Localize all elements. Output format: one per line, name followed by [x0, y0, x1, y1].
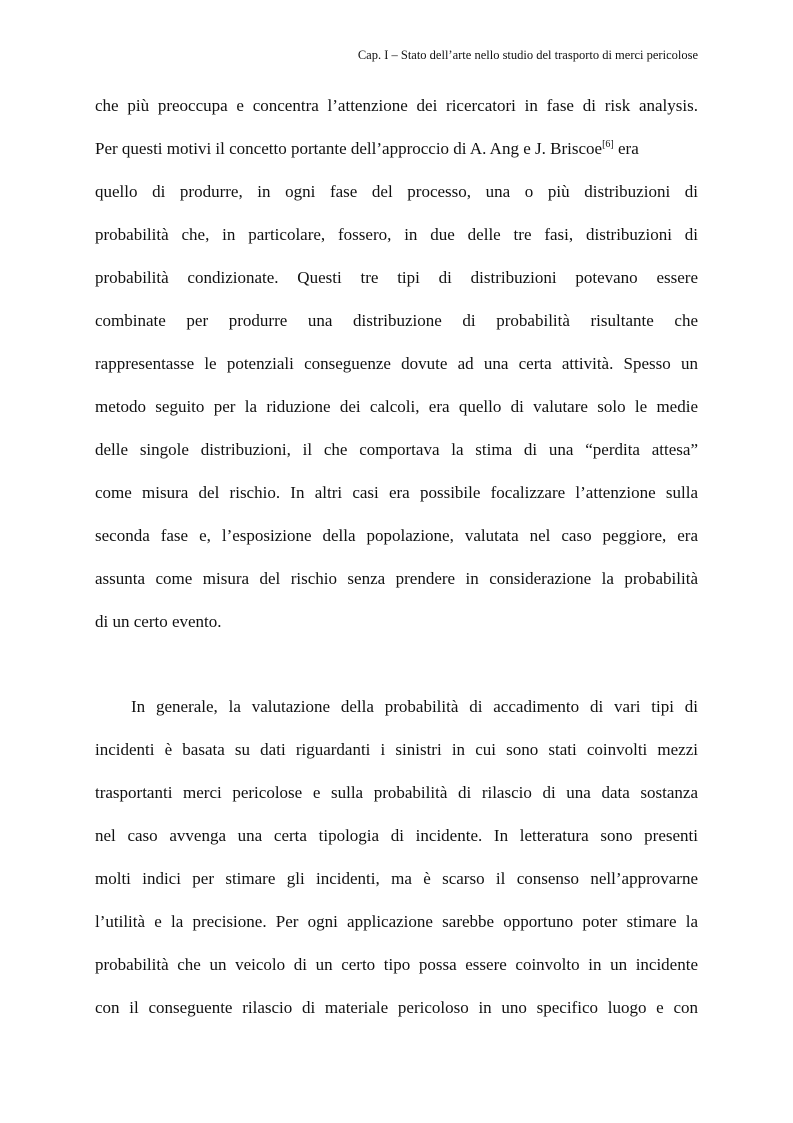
- text-line: probabilità condizionate. Questi tre tipi di distribuzioni potevano essere: [95, 268, 698, 287]
- text-line: incidenti è basata su dati riguardanti i sinistri in cui sono stati coinvolti mezzi: [95, 740, 698, 759]
- text-line: con il conseguente rilascio di materiale pericoloso in uno specifico luogo e con: [95, 998, 698, 1017]
- text-line: molti indici per stimare gli incidenti, ma è scarso il consenso nell’approvarne: [95, 869, 698, 888]
- text-line: trasportanti merci pericolose e sulla probabilità di rilascio di una data sostanza: [95, 783, 698, 802]
- running-header: Cap. I – Stato dell’arte nello studio del trasporto di merci pericolose: [357, 48, 698, 62]
- text-line: combinate per produrre una distribuzione di probabilità risultante che: [95, 311, 698, 330]
- text-line: probabilità che un veicolo di un certo tipo possa essere coinvolto in un incidente: [95, 955, 698, 974]
- text-line: come misura del rischio. In altri casi era possibile focalizzare l’attenzione sulla: [95, 483, 698, 502]
- text-line: metodo seguito per la riduzione dei calcoli, era quello di valutare solo le medie: [95, 397, 698, 416]
- text-line: assunta come misura del rischio senza prendere in considerazione la probabilità: [95, 569, 698, 588]
- text-line: delle singole distribuzioni, il che comportava la stima di una “perdita attesa”: [95, 440, 698, 459]
- text-line: [95, 139, 698, 162]
- text-line: In generale, la valutazione della probabilità di accadimento di vari tipi di: [131, 697, 698, 716]
- text-segment: era: [613, 139, 639, 158]
- text-line: che più preoccupa e concentra l’attenzione dei ricercatori in fase di risk analysis.: [95, 96, 698, 115]
- text-line: quello di produrre, in ogni fase del processo, una o più distribuzioni di: [95, 182, 698, 201]
- text-line: probabilità che, in particolare, fossero, in due delle tre fasi, distribuzioni di: [95, 225, 698, 244]
- citation-reference: [6]: [602, 139, 614, 150]
- text-line: seconda fase e, l’esposizione della popolazione, valutata nel caso peggiore, era: [95, 526, 698, 545]
- text-line: l’utilità e la precisione. Per ogni applicazione sarebbe opportuno poter stimare la: [95, 912, 698, 931]
- text-line: di un certo evento.: [95, 612, 222, 631]
- text-line: rappresentasse le potenziali conseguenze dovute ad una certa attività. Spesso un: [95, 354, 698, 373]
- text-line: nel caso avvenga una certa tipologia di incidente. In letteratura sono presenti: [95, 826, 698, 845]
- text-segment: Per questi motivi il concetto portante dell’approccio di A. Ang e J. Briscoe: [95, 139, 603, 158]
